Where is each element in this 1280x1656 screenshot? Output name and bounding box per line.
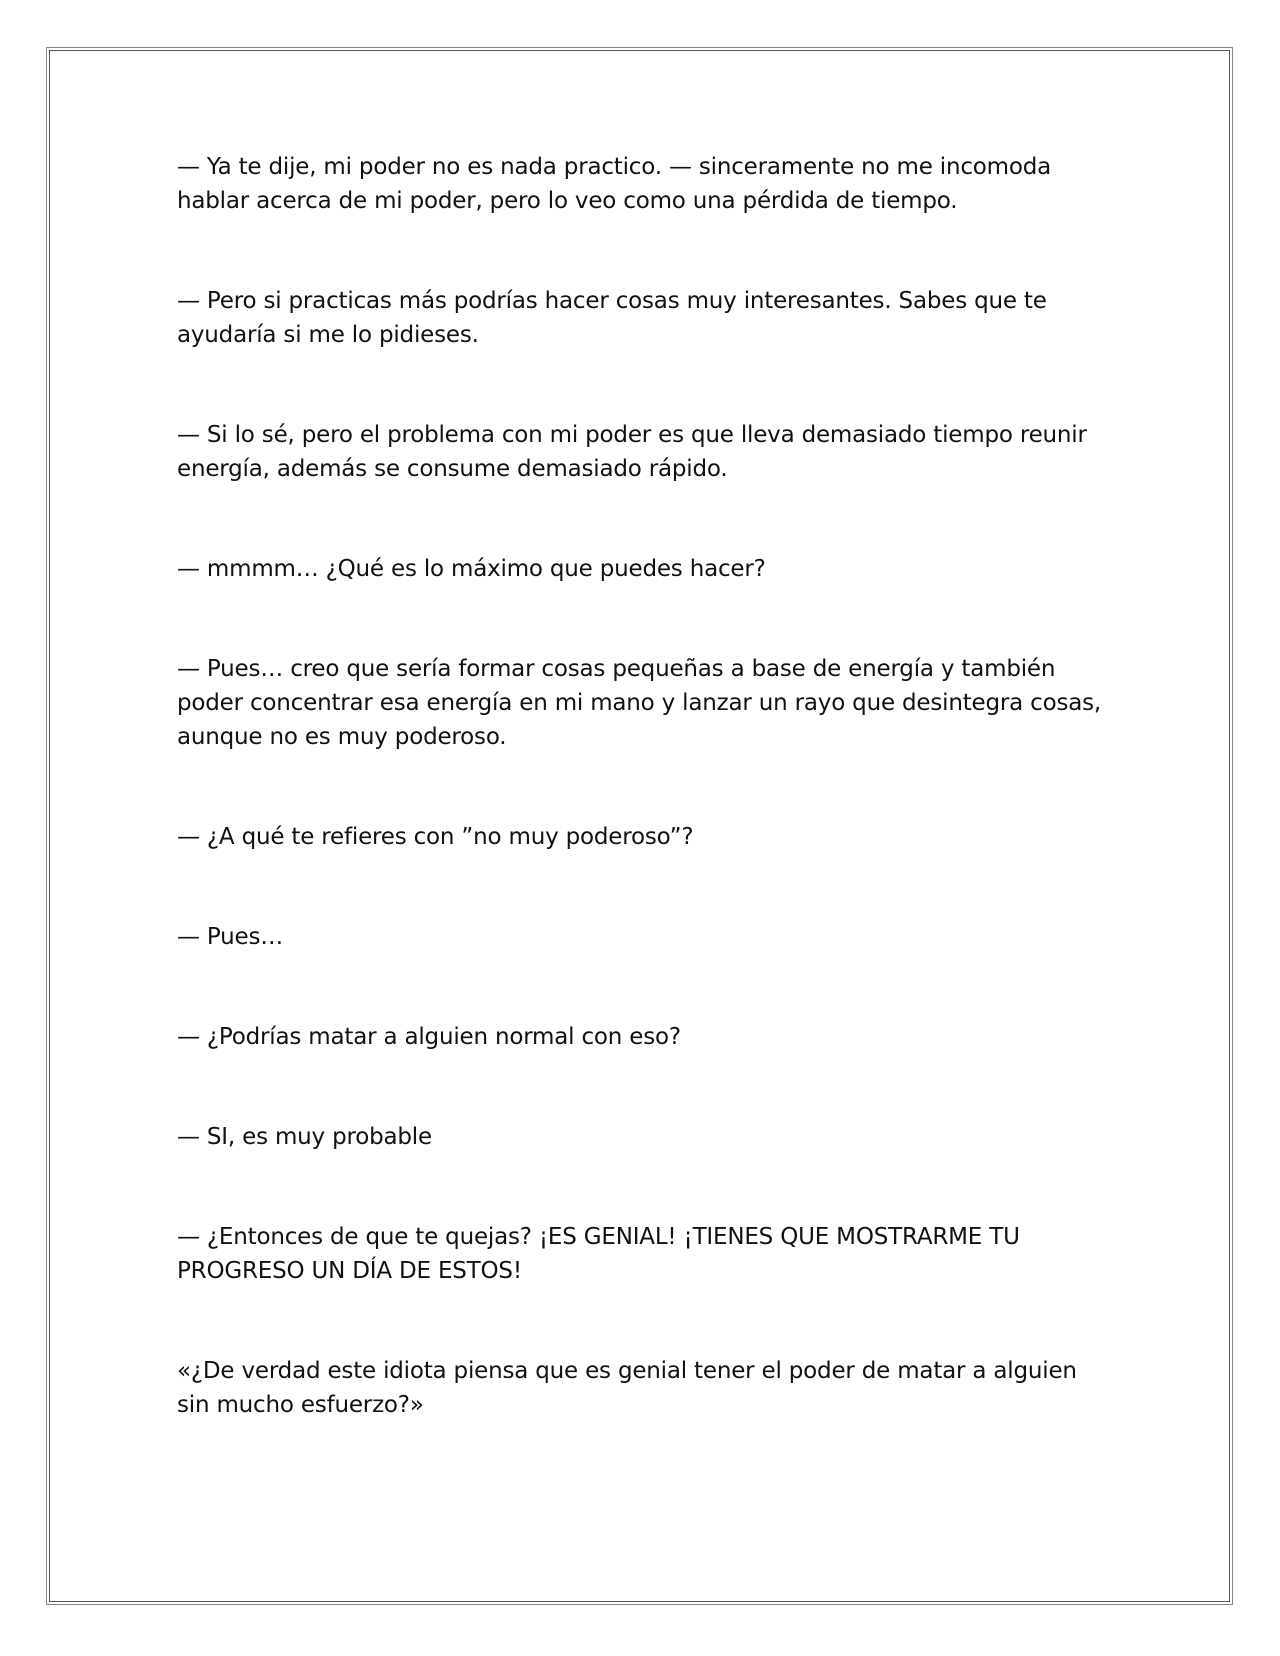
paragraph: — mmmm… ¿Qué es lo máximo que puedes hacer? xyxy=(177,556,766,582)
paragraph: — ¿Entonces de que te quejas? ¡ES GENIAL! ¡TIENES QUE MOSTRARME TU PROGRESO UN DÍA DE ESTOS! xyxy=(177,1224,1027,1284)
paragraph: — ¿A qué te refieres con ”no muy poderoso”? xyxy=(177,824,694,850)
paragraph: — ¿Podrías matar a alguien normal con eso? xyxy=(177,1024,681,1050)
paragraph: «¿De verdad este idiota piensa que es genial tener el poder de matar a alguien sin mucho esfuerzo?» xyxy=(177,1358,1084,1418)
paragraph: — Pues… xyxy=(177,924,284,950)
paragraph: — Pues… creo que sería formar cosas pequeñas a base de energía y también poder concentrar esa energía en mi mano y lanzar un rayo que desintegra cosas, aunque no es muy poderoso. xyxy=(177,656,1109,750)
paragraph: — SI, es muy probable xyxy=(177,1124,432,1150)
paragraph: — Ya te dije, mi poder no es nada practico. — sinceramente no me incomoda hablar acerca de mi poder, pero lo veo como una pérdida de tiempo. xyxy=(177,154,1059,214)
paragraph: — Pero si practicas más podrías hacer cosas muy interesantes. Sabes que te ayudaría si me lo pidieses. xyxy=(177,288,1054,348)
paragraph: — Si lo sé, pero el problema con mi poder es que lleva demasiado tiempo reunir energía, además se consume demasiado rápido. xyxy=(177,422,1094,482)
document-body xyxy=(177,150,1107,1488)
